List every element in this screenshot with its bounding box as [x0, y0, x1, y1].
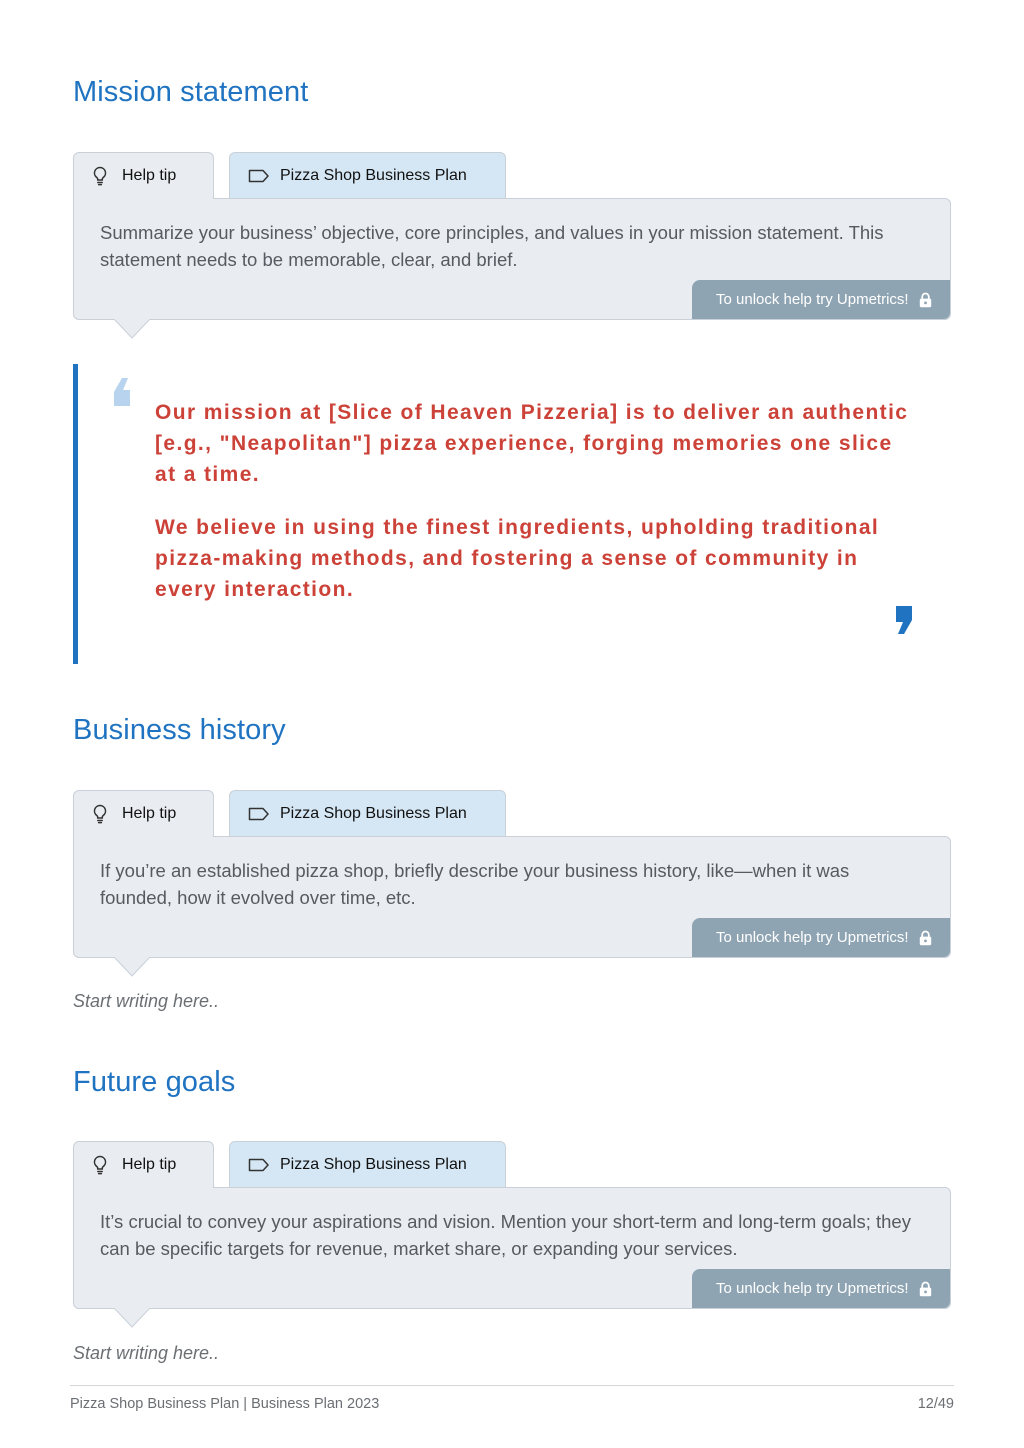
tab-plan-label: Pizza Shop Business Plan: [280, 1155, 467, 1173]
unlock-button[interactable]: [692, 918, 950, 957]
lock-icon: [919, 292, 932, 308]
tag-icon: [248, 804, 270, 824]
tab-help-tip[interactable]: [73, 152, 214, 199]
tab-help-tip-label: Help tip: [122, 805, 177, 822]
unlock-label: To unlock help try Upmetrics!: [716, 929, 909, 946]
lightbulb-icon: [92, 804, 108, 824]
section-title-mission: Mission statement: [73, 76, 309, 108]
writing-placeholder-goals[interactable]: Start writing here..: [73, 1343, 220, 1363]
help-tip-history: [73, 790, 951, 958]
tab-help-tip-label: Help tip: [122, 167, 177, 184]
mission-quote: [73, 364, 951, 664]
quote-bar: [73, 364, 78, 664]
tip-pointer: [114, 957, 150, 977]
tip-pointer: [114, 319, 150, 339]
tip-text: If you’re an established pizza shop, briefly describe your business history, like—when it was founded, how it evolved over time, etc.: [100, 860, 850, 908]
tab-plan[interactable]: [229, 1141, 506, 1187]
unlock-label: To unlock help try Upmetrics!: [716, 1280, 909, 1297]
writing-placeholder-history[interactable]: Start writing here..: [73, 991, 220, 1011]
quote-paragraph-1: Our mission at [Slice of Heaven Pizzeria] is to deliver an authentic [e.g., "Neapolitan"] pizza experience, forging memories one slice at a time.: [155, 401, 909, 486]
tip-pointer: [114, 1308, 150, 1328]
unlock-button[interactable]: [692, 280, 950, 319]
help-tip-mission: [73, 152, 951, 320]
quote-paragraph-2: We believe in using the finest ingredients, upholding traditional pizza-making methods, and fostering a sense of community in every interaction.: [155, 516, 880, 601]
tab-plan-label: Pizza Shop Business Plan: [280, 166, 467, 184]
footer-document-title: Pizza Shop Business Plan | Business Plan 2023: [70, 1396, 380, 1412]
help-tip-goals: [73, 1141, 951, 1309]
tab-help-tip[interactable]: [73, 790, 214, 837]
quote-text: [155, 397, 915, 605]
tab-plan-label: Pizza Shop Business Plan: [280, 804, 467, 822]
section-title-history: Business history: [73, 714, 286, 746]
tip-box: [73, 198, 951, 320]
footer-divider: [70, 1385, 954, 1386]
tab-help-tip[interactable]: [73, 1141, 214, 1188]
section-title-goals: Future goals: [73, 1066, 236, 1098]
unlock-label: To unlock help try Upmetrics!: [716, 291, 909, 308]
tip-box: [73, 836, 951, 958]
tag-icon: [248, 1155, 270, 1175]
lightbulb-icon: [92, 166, 108, 186]
tab-plan[interactable]: [229, 152, 506, 198]
tab-plan[interactable]: [229, 790, 506, 836]
tag-icon: [248, 166, 270, 186]
tip-box: [73, 1187, 951, 1309]
close-quote-icon: [895, 606, 913, 641]
tab-help-tip-label: Help tip: [122, 1156, 177, 1173]
lock-icon: [919, 930, 932, 946]
lightbulb-icon: [92, 1155, 108, 1175]
footer-page-number: 12/49: [917, 1396, 954, 1412]
unlock-button[interactable]: [692, 1269, 950, 1308]
tip-text: It’s crucial to convey your aspirations and vision. Mention your short-term and long-term goals; they can be specific targets for revenue, market share, or expanding your services.: [100, 1211, 911, 1259]
tip-text: Summarize your business’ objective, core principles, and values in your mission statement. This statement needs to be memorable, clear, and brief.: [100, 222, 884, 270]
open-quote-icon: [113, 376, 131, 411]
lock-icon: [919, 1281, 932, 1297]
